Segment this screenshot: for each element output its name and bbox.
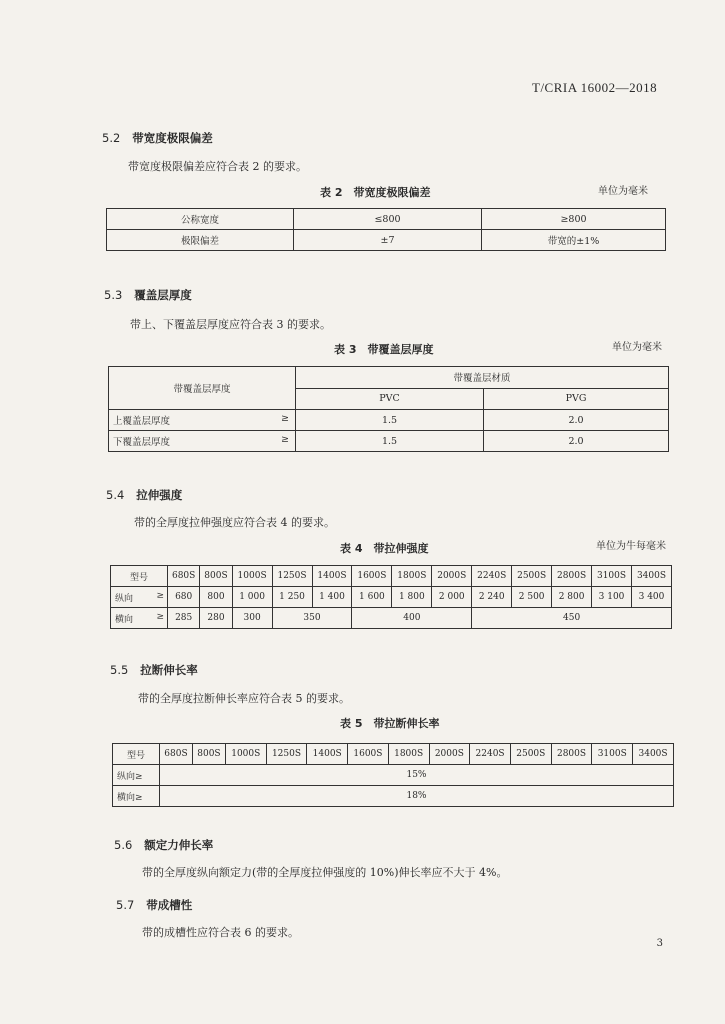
table-row [107, 230, 666, 251]
table-cell: PVG [484, 388, 669, 410]
table-cell: 2240S [470, 744, 511, 765]
page-number: 3 [656, 938, 663, 949]
table-cell: 1400S [312, 566, 352, 587]
section-title: 带成槽性 [146, 898, 193, 912]
table-cell: 1250S [266, 744, 307, 765]
table-4-caption: 表 4 带拉伸强度 [340, 542, 429, 555]
table-cell: ±7 [294, 230, 482, 251]
section-5-6-text: 带的全厚度纵向额定力(带的全厚度拉伸强度的 10%)伸长率应不大于 4%。 [142, 866, 508, 879]
table-5-caption: 表 5 带拉断伸长率 [340, 717, 440, 730]
section-title: 额定力伸长率 [144, 838, 214, 852]
table-2 [106, 208, 666, 251]
table-3 [108, 366, 669, 452]
table-row [109, 367, 669, 389]
table-row [113, 765, 674, 786]
section-5-3-heading [104, 287, 192, 303]
table-cell: 2240S [472, 566, 512, 587]
table-cell: 2 240 [472, 587, 512, 608]
section-number: 5.3 [104, 288, 123, 302]
table-cell: 2500S [512, 566, 552, 587]
table-cell: 带覆盖层厚度 [109, 367, 296, 410]
section-5-7-heading [116, 897, 192, 913]
table-5 [112, 743, 674, 807]
table-cell: PVC [296, 388, 484, 410]
table-cell: 800S [200, 566, 232, 587]
table-2-unit: 单位为毫米 [598, 186, 648, 197]
table-cell: 800S [192, 744, 225, 765]
table-cell: 1800S [388, 744, 429, 765]
section-title: 拉断伸长率 [140, 663, 198, 677]
table-cell: 纵向 ≥ [111, 587, 168, 608]
table-cell: 带覆盖层材质 [296, 367, 669, 389]
table-cell: 3 400 [632, 587, 672, 608]
section-number: 5.5 [110, 663, 129, 677]
table-cell: 2.0 [484, 431, 669, 452]
table-cell: 350 [272, 608, 352, 629]
table-cell: 型号 [113, 744, 160, 765]
table-cell: 3100S [592, 566, 632, 587]
section-5-3-text: 带上、下覆盖层厚度应符合表 3 的要求。 [130, 318, 331, 331]
table-cell: ≥800 [482, 209, 666, 230]
table-cell: 280 [200, 608, 232, 629]
table-cell: 3 100 [592, 587, 632, 608]
table-cell: 300 [232, 608, 272, 629]
table-cell: 680S [168, 566, 200, 587]
table-cell: 3400S [633, 744, 674, 765]
section-number: 5.7 [116, 898, 135, 912]
section-5-5-text: 带的全厚度拉断伸长率应符合表 5 的要求。 [138, 692, 350, 705]
table-cell: 纵向≥ [113, 765, 160, 786]
table-cell: 1000S [225, 744, 266, 765]
section-5-2-heading [102, 130, 213, 146]
table-cell: 公称宽度 [107, 209, 294, 230]
table-cell: 2 000 [432, 587, 472, 608]
table-row [109, 431, 669, 452]
table-cell: 400 [352, 608, 472, 629]
table-cell: 1 000 [232, 587, 272, 608]
section-5-4-heading [106, 487, 182, 503]
table-cell: 1 600 [352, 587, 392, 608]
table-cell: 15% [160, 765, 674, 786]
table-cell: 1 800 [392, 587, 432, 608]
table-cell: 2 800 [552, 587, 592, 608]
table-4 [110, 565, 672, 629]
table-row [107, 209, 666, 230]
section-number: 5.4 [106, 488, 125, 502]
table-cell: 3400S [632, 566, 672, 587]
table-row [113, 786, 674, 807]
table-cell: 2 500 [512, 587, 552, 608]
section-title: 拉伸强度 [136, 488, 183, 502]
table-4-unit: 单位为牛每毫米 [596, 541, 666, 552]
section-5-5-heading [110, 662, 198, 678]
table-cell: 极限偏差 [107, 230, 294, 251]
table-row [113, 744, 674, 765]
table-cell: 带宽的±1% [482, 230, 666, 251]
section-5-6-heading [114, 837, 213, 853]
table-row [109, 410, 669, 431]
table-cell: 横向 ≥ [111, 608, 168, 629]
table-cell: 1 250 [272, 587, 312, 608]
section-5-4-text: 带的全厚度拉伸强度应符合表 4 的要求。 [134, 516, 335, 529]
table-cell: 680 [168, 587, 200, 608]
table-cell: 1400S [307, 744, 348, 765]
table-cell: 450 [472, 608, 672, 629]
table-cell: 1.5 [296, 431, 484, 452]
table-cell: 2800S [552, 566, 592, 587]
table-cell: 680S [160, 744, 193, 765]
section-number: 5.6 [114, 838, 133, 852]
section-number: 5.2 [102, 131, 121, 145]
table-cell: 1250S [272, 566, 312, 587]
table-cell: 1000S [232, 566, 272, 587]
table-cell: 上覆盖层厚度 ≥ [109, 410, 296, 431]
section-5-7-text: 带的成槽性应符合表 6 的要求。 [142, 926, 299, 939]
table-2-caption: 表 2 带宽度极限偏差 [320, 186, 431, 199]
table-row [111, 587, 672, 608]
table-cell: 1 400 [312, 587, 352, 608]
table-3-caption: 表 3 带覆盖层厚度 [334, 343, 434, 356]
table-cell: 2500S [510, 744, 551, 765]
table-cell: 18% [160, 786, 674, 807]
document-code: T/CRIA 16002—2018 [532, 80, 658, 95]
table-cell: 3100S [592, 744, 633, 765]
table-cell: 1800S [392, 566, 432, 587]
table-cell: 2000S [429, 744, 470, 765]
table-cell: 1600S [348, 744, 389, 765]
table-row [111, 608, 672, 629]
table-cell: 型号 [111, 566, 168, 587]
section-title: 覆盖层厚度 [134, 288, 192, 302]
table-cell: 2.0 [484, 410, 669, 431]
table-cell: 285 [168, 608, 200, 629]
table-cell: 1.5 [296, 410, 484, 431]
table-cell: 1600S [352, 566, 392, 587]
table-row [111, 566, 672, 587]
table-cell: 800 [200, 587, 232, 608]
table-cell: 2800S [551, 744, 592, 765]
table-cell: ≤800 [294, 209, 482, 230]
table-cell: 下覆盖层厚度 ≥ [109, 431, 296, 452]
section-title: 带宽度极限偏差 [132, 131, 213, 145]
table-cell: 横向≥ [113, 786, 160, 807]
table-cell: 2000S [432, 566, 472, 587]
section-5-2-text: 带宽度极限偏差应符合表 2 的要求。 [128, 160, 307, 173]
table-3-unit: 单位为毫米 [612, 342, 662, 353]
